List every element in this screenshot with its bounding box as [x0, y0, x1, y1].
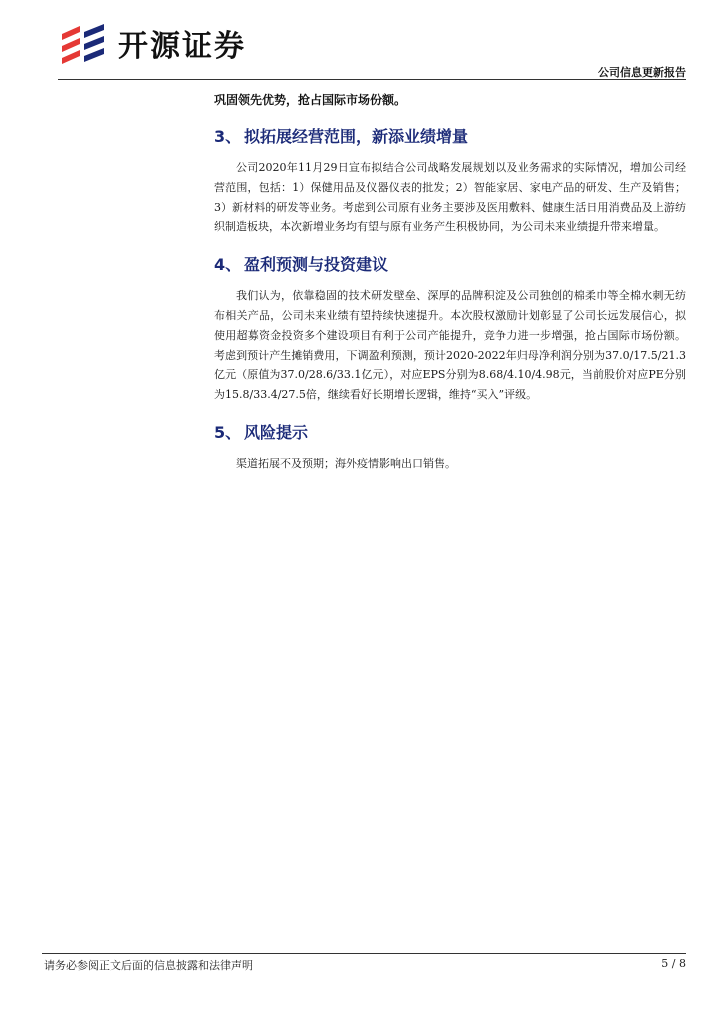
- section-title-text: 拟拓展经营范围，新添业绩增量: [244, 127, 469, 146]
- report-body: [214, 91, 686, 474]
- section-title: [214, 422, 686, 444]
- footer-disclaimer: 请务必参阅正文后面的信息披露和法律声明: [44, 959, 253, 972]
- section-paragraph: 渠道拓展不及预期；海外疫情影响出口销售。: [236, 456, 456, 470]
- section-paragraph: 公司2020年11月29日宣布拟结合公司战略发展规划以及业务需求的实际情况，增加公司经营范围，包括：1）保健用品及仪器仪表的批发；2）智能家居、家电产品的研发、生产及销售；3）新材料的研发等业务。考虑到公司原有业务主要涉及医用敷料、健康生活日用消费品及上游纺织制造板块，本次新增业务均有望与原有业务产生积极协同，为公司未来业绩提升带来增量。: [214, 161, 686, 234]
- section-business-scope: [214, 126, 686, 237]
- brand-logo: [58, 20, 246, 66]
- section-risk: [214, 422, 686, 474]
- section-number: 4、: [214, 255, 242, 275]
- section-title-text: 盈利预测与投资建议: [244, 255, 389, 275]
- page-number: 5 / 8: [661, 957, 686, 970]
- brand-name: 开源证券: [118, 29, 246, 64]
- footer-divider: [42, 953, 686, 954]
- lead-line: 巩固领先优势，抢占国际市场份额。: [214, 93, 407, 107]
- section-title: [214, 254, 686, 276]
- brand-logo-icon: [58, 20, 110, 66]
- section-paragraph: 我们认为，依靠稳固的技术研发壁垒、深厚的品牌积淀及公司独创的棉柔巾等全棉水刺无纺布相关产品，公司未来业绩有望持续快速提升。本次股权激励计划彰显了公司长远发展信心，拟使用超募资金投资多个建设项目有利于公司产能提升，竞争力进一步增强，抢占国际市场份额。考虑到预计产生摊销费用，下调盈利预测，预计2020-2022年归母净利润分别为37.0/17.5/21.3亿元（原值为37.0/28.6/33.1亿元），对应EPS分别为8.68/4.10/4.98元，当前股价对应PE分别为15.8/33.4/27.5倍，继续看好长期增长逻辑，维持“买入”评级。: [214, 289, 686, 402]
- section-forecast: [214, 254, 686, 405]
- section-number: 3、: [214, 127, 242, 146]
- section-number: 5、: [214, 422, 242, 442]
- page-header: [0, 0, 724, 82]
- header-divider: [58, 79, 686, 80]
- section-title: [214, 126, 686, 148]
- report-type-label: 公司信息更新报告: [598, 66, 686, 79]
- section-title-text: 风险提示: [244, 422, 309, 442]
